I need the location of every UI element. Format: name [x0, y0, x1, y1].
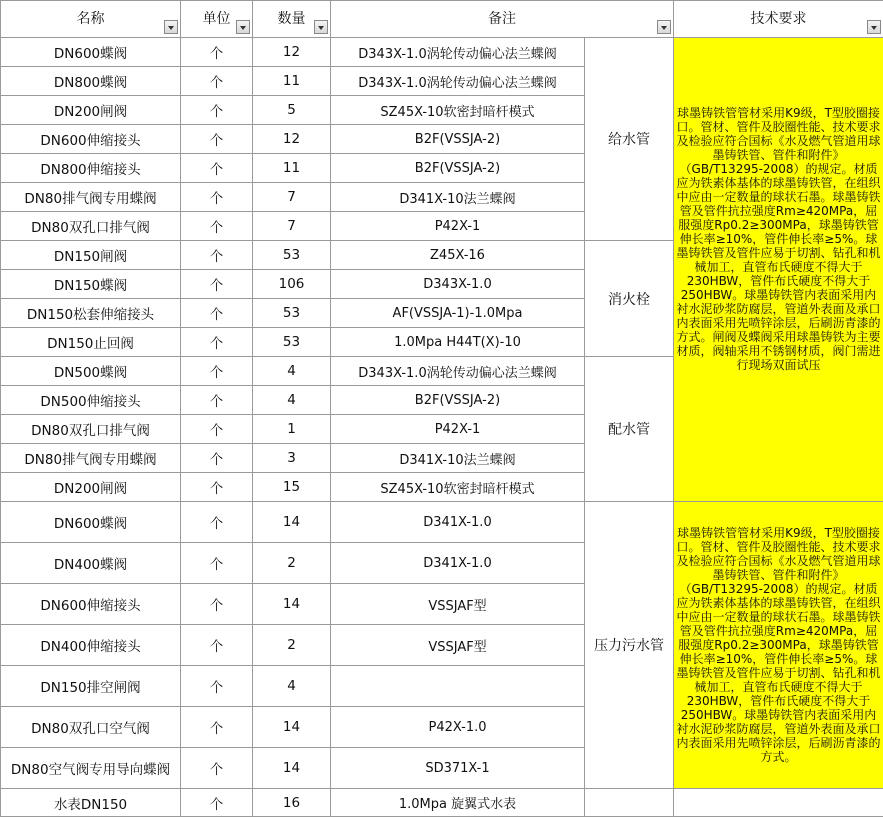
- item-qty-cell[interactable]: 16: [253, 789, 331, 817]
- header-unit: [181, 1, 253, 38]
- item-name-cell[interactable]: DN80排气阀专用蝶阀: [1, 183, 181, 212]
- item-name-cell[interactable]: DN150松套伸缩接头: [1, 299, 181, 328]
- item-note-cell[interactable]: 1.0Mpa 旋翼式水表: [331, 789, 585, 817]
- item-note-cell[interactable]: D343X-1.0涡轮传动偏心法兰蝶阀: [331, 357, 585, 386]
- item-unit-cell[interactable]: 个: [181, 67, 253, 96]
- filter-dropdown-icon[interactable]: [867, 20, 881, 34]
- item-name-cell[interactable]: DN400蝶阀: [1, 543, 181, 584]
- header-name-label: 名称: [77, 11, 105, 27]
- item-note-cell[interactable]: D341X-10法兰蝶阀: [331, 183, 585, 212]
- item-qty-cell[interactable]: 12: [253, 125, 331, 154]
- item-qty-cell[interactable]: 2: [253, 543, 331, 584]
- item-unit-cell[interactable]: 个: [181, 543, 253, 584]
- header-row: [1, 1, 883, 38]
- tech-requirements-cell[interactable]: 球墨铸铁管管材采用K9级，T型胶圈接口。管材、管件及胶圈性能、技术要求及检验应符合国标《水及燃气管道用球墨铸铁管、管件和附件》（GB/T13295-2008）的规定。材质应为铁素体基体的球墨铸铁管，在组织中应由一定数量的球状石墨。球墨铸铁管及管件抗拉强度Rm≥420MPa，屈服强度Rp0.2≥300MPa，球墨铸铁管伸长率≥10%，管件伸长率≥5%。球墨铸铁管及管件应易于切割、钻孔和机械加工，直管布氏硬度不得大于230HBW，管件布氏硬度不得大于250HBW。球墨铸铁管内表面采用内衬水泥砂浆防腐层，管道外表面及承口内表面采用先喷锌涂层，后刷沥青漆的方式。闸阀及蝶阀采用球墨铸铁为主要材质，阀轴采用不锈钢材质，阀门需进行现场双面试压: [674, 38, 883, 502]
- item-unit-cell[interactable]: 个: [181, 666, 253, 707]
- item-unit-cell[interactable]: 个: [181, 625, 253, 666]
- item-note-cell[interactable]: [331, 666, 585, 707]
- item-note-cell[interactable]: Z45X-16: [331, 241, 585, 270]
- item-note-cell[interactable]: B2F(VSSJA-2): [331, 154, 585, 183]
- item-qty-cell[interactable]: 53: [253, 241, 331, 270]
- item-name-cell[interactable]: DN600伸缩接头: [1, 584, 181, 625]
- item-note-cell[interactable]: B2F(VSSJA-2): [331, 386, 585, 415]
- item-note-cell[interactable]: P42X-1: [331, 415, 585, 444]
- item-unit-cell[interactable]: 个: [181, 328, 253, 357]
- item-qty-cell[interactable]: 7: [253, 212, 331, 241]
- table-row: [1, 502, 883, 543]
- item-name-cell[interactable]: DN150排空闸阀: [1, 666, 181, 707]
- item-note-cell[interactable]: AF(VSSJA-1)-1.0Mpa: [331, 299, 585, 328]
- item-unit-cell[interactable]: 个: [181, 96, 253, 125]
- item-name-cell[interactable]: DN500蝶阀: [1, 357, 181, 386]
- header-qty: [253, 1, 331, 38]
- item-note-cell[interactable]: D341X-1.0: [331, 502, 585, 543]
- item-qty-cell[interactable]: 106: [253, 270, 331, 299]
- item-qty-cell[interactable]: 53: [253, 299, 331, 328]
- item-qty-cell[interactable]: 11: [253, 67, 331, 96]
- item-unit-cell[interactable]: 个: [181, 38, 253, 67]
- item-name-cell[interactable]: DN80双孔口排气阀: [1, 212, 181, 241]
- item-name-cell[interactable]: DN200闸阀: [1, 473, 181, 502]
- item-qty-cell[interactable]: 4: [253, 666, 331, 707]
- item-note-cell[interactable]: D343X-1.0涡轮传动偏心法兰蝶阀: [331, 67, 585, 96]
- system-group-cell[interactable]: 给水管: [585, 38, 674, 241]
- filter-dropdown-icon[interactable]: [236, 20, 250, 34]
- item-unit-cell[interactable]: 个: [181, 415, 253, 444]
- header-unit-label: 单位: [203, 11, 231, 27]
- tech-requirements-cell[interactable]: [674, 789, 883, 817]
- item-note-cell[interactable]: D343X-1.0: [331, 270, 585, 299]
- item-qty-cell[interactable]: 14: [253, 748, 331, 789]
- item-note-cell[interactable]: VSSJAF型: [331, 584, 585, 625]
- item-note-cell[interactable]: P42X-1.0: [331, 707, 585, 748]
- item-unit-cell[interactable]: 个: [181, 183, 253, 212]
- system-group-cell[interactable]: 压力污水管: [585, 502, 674, 789]
- item-name-cell[interactable]: DN600伸缩接头: [1, 125, 181, 154]
- filter-dropdown-icon[interactable]: [657, 20, 671, 34]
- item-note-cell[interactable]: VSSJAF型: [331, 625, 585, 666]
- system-group-cell[interactable]: 配水管: [585, 357, 674, 502]
- item-name-cell[interactable]: DN500伸缩接头: [1, 386, 181, 415]
- item-qty-cell[interactable]: 53: [253, 328, 331, 357]
- item-name-cell[interactable]: DN800伸缩接头: [1, 154, 181, 183]
- item-qty-cell[interactable]: 14: [253, 502, 331, 543]
- item-name-cell[interactable]: DN80双孔口空气阀: [1, 707, 181, 748]
- item-name-cell[interactable]: DN80空气阀专用导向蝶阀: [1, 748, 181, 789]
- item-unit-cell[interactable]: 个: [181, 125, 253, 154]
- item-qty-cell[interactable]: 3: [253, 444, 331, 473]
- item-unit-cell[interactable]: 个: [181, 357, 253, 386]
- item-note-cell[interactable]: B2F(VSSJA-2): [331, 125, 585, 154]
- header-name: [1, 1, 181, 38]
- item-qty-cell[interactable]: 15: [253, 473, 331, 502]
- item-qty-cell[interactable]: 12: [253, 38, 331, 67]
- table-row: [1, 789, 883, 817]
- item-note-cell[interactable]: D343X-1.0涡轮传动偏心法兰蝶阀: [331, 38, 585, 67]
- item-note-cell[interactable]: P42X-1: [331, 212, 585, 241]
- item-name-cell[interactable]: 水表DN150: [1, 789, 181, 817]
- item-unit-cell[interactable]: 个: [181, 584, 253, 625]
- item-unit-cell[interactable]: 个: [181, 241, 253, 270]
- item-qty-cell[interactable]: 1: [253, 415, 331, 444]
- item-unit-cell[interactable]: 个: [181, 270, 253, 299]
- system-group-cell[interactable]: 消火栓: [585, 241, 674, 357]
- item-name-cell[interactable]: DN600蝶阀: [1, 502, 181, 543]
- item-qty-cell[interactable]: 14: [253, 584, 331, 625]
- item-unit-cell[interactable]: 个: [181, 444, 253, 473]
- item-name-cell[interactable]: DN200闸阀: [1, 96, 181, 125]
- item-name-cell[interactable]: DN80排气阀专用蝶阀: [1, 444, 181, 473]
- item-note-cell[interactable]: SD371X-1: [331, 748, 585, 789]
- item-name-cell[interactable]: DN150止回阀: [1, 328, 181, 357]
- item-note-cell[interactable]: D341X-10法兰蝶阀: [331, 444, 585, 473]
- item-note-cell[interactable]: SZ45X-10软密封暗杆模式: [331, 473, 585, 502]
- filter-dropdown-icon[interactable]: [164, 20, 178, 34]
- item-unit-cell[interactable]: 个: [181, 299, 253, 328]
- item-qty-cell[interactable]: 2: [253, 625, 331, 666]
- item-name-cell[interactable]: DN800蝶阀: [1, 67, 181, 96]
- item-qty-cell[interactable]: 11: [253, 154, 331, 183]
- item-name-cell[interactable]: DN400伸缩接头: [1, 625, 181, 666]
- item-note-cell[interactable]: 1.0Mpa H44T(X)-10: [331, 328, 585, 357]
- item-unit-cell[interactable]: 个: [181, 473, 253, 502]
- item-qty-cell[interactable]: 7: [253, 183, 331, 212]
- item-note-cell[interactable]: D341X-1.0: [331, 543, 585, 584]
- item-qty-cell[interactable]: 4: [253, 386, 331, 415]
- header-note-label: 备注: [488, 11, 516, 27]
- item-unit-cell[interactable]: 个: [181, 789, 253, 817]
- header-qty-label: 数量: [278, 11, 306, 27]
- item-qty-cell[interactable]: 4: [253, 357, 331, 386]
- header-note: [331, 1, 674, 38]
- item-unit-cell[interactable]: 个: [181, 154, 253, 183]
- item-name-cell[interactable]: DN150蝶阀: [1, 270, 181, 299]
- item-name-cell[interactable]: DN600蝶阀: [1, 38, 181, 67]
- header-tech-label: 技术要求: [751, 11, 807, 27]
- item-name-cell[interactable]: DN150闸阀: [1, 241, 181, 270]
- item-qty-cell[interactable]: 5: [253, 96, 331, 125]
- item-unit-cell[interactable]: 个: [181, 502, 253, 543]
- filter-dropdown-icon[interactable]: [314, 20, 328, 34]
- item-name-cell[interactable]: DN80双孔口排气阀: [1, 415, 181, 444]
- table-row: [1, 38, 883, 67]
- item-unit-cell[interactable]: 个: [181, 212, 253, 241]
- header-tech: [674, 1, 883, 38]
- item-note-cell[interactable]: SZ45X-10软密封暗杆模式: [331, 96, 585, 125]
- item-qty-cell[interactable]: 14: [253, 707, 331, 748]
- item-unit-cell[interactable]: 个: [181, 707, 253, 748]
- system-group-cell[interactable]: [585, 789, 674, 817]
- item-unit-cell[interactable]: 个: [181, 386, 253, 415]
- item-unit-cell[interactable]: 个: [181, 748, 253, 789]
- tech-requirements-cell[interactable]: 球墨铸铁管管材采用K9级，T型胶圈接口。管材、管件及胶圈性能、技术要求及检验应符合国标《水及燃气管道用球墨铸铁管、管件和附件》（GB/T13295-2008）的规定。材质应为铁素体基体的球墨铸铁管，在组织中应由一定数量的球状石墨。球墨铸铁管及管件抗拉强度Rm≥420MPa，屈服强度Rp0.2≥300MPa，球墨铸铁管伸长率≥10%，管件伸长率≥5%。球墨铸铁管及管件应易于切割、钻孔和机械加工，直管布氏硬度不得大于230HBW，管件布氏硬度不得大于250HBW。球墨铸铁管内表面采用内衬水泥砂浆防腐层，管道外表面及承口内表面采用先喷锌涂层，后刷沥青漆的方式。: [674, 502, 883, 789]
